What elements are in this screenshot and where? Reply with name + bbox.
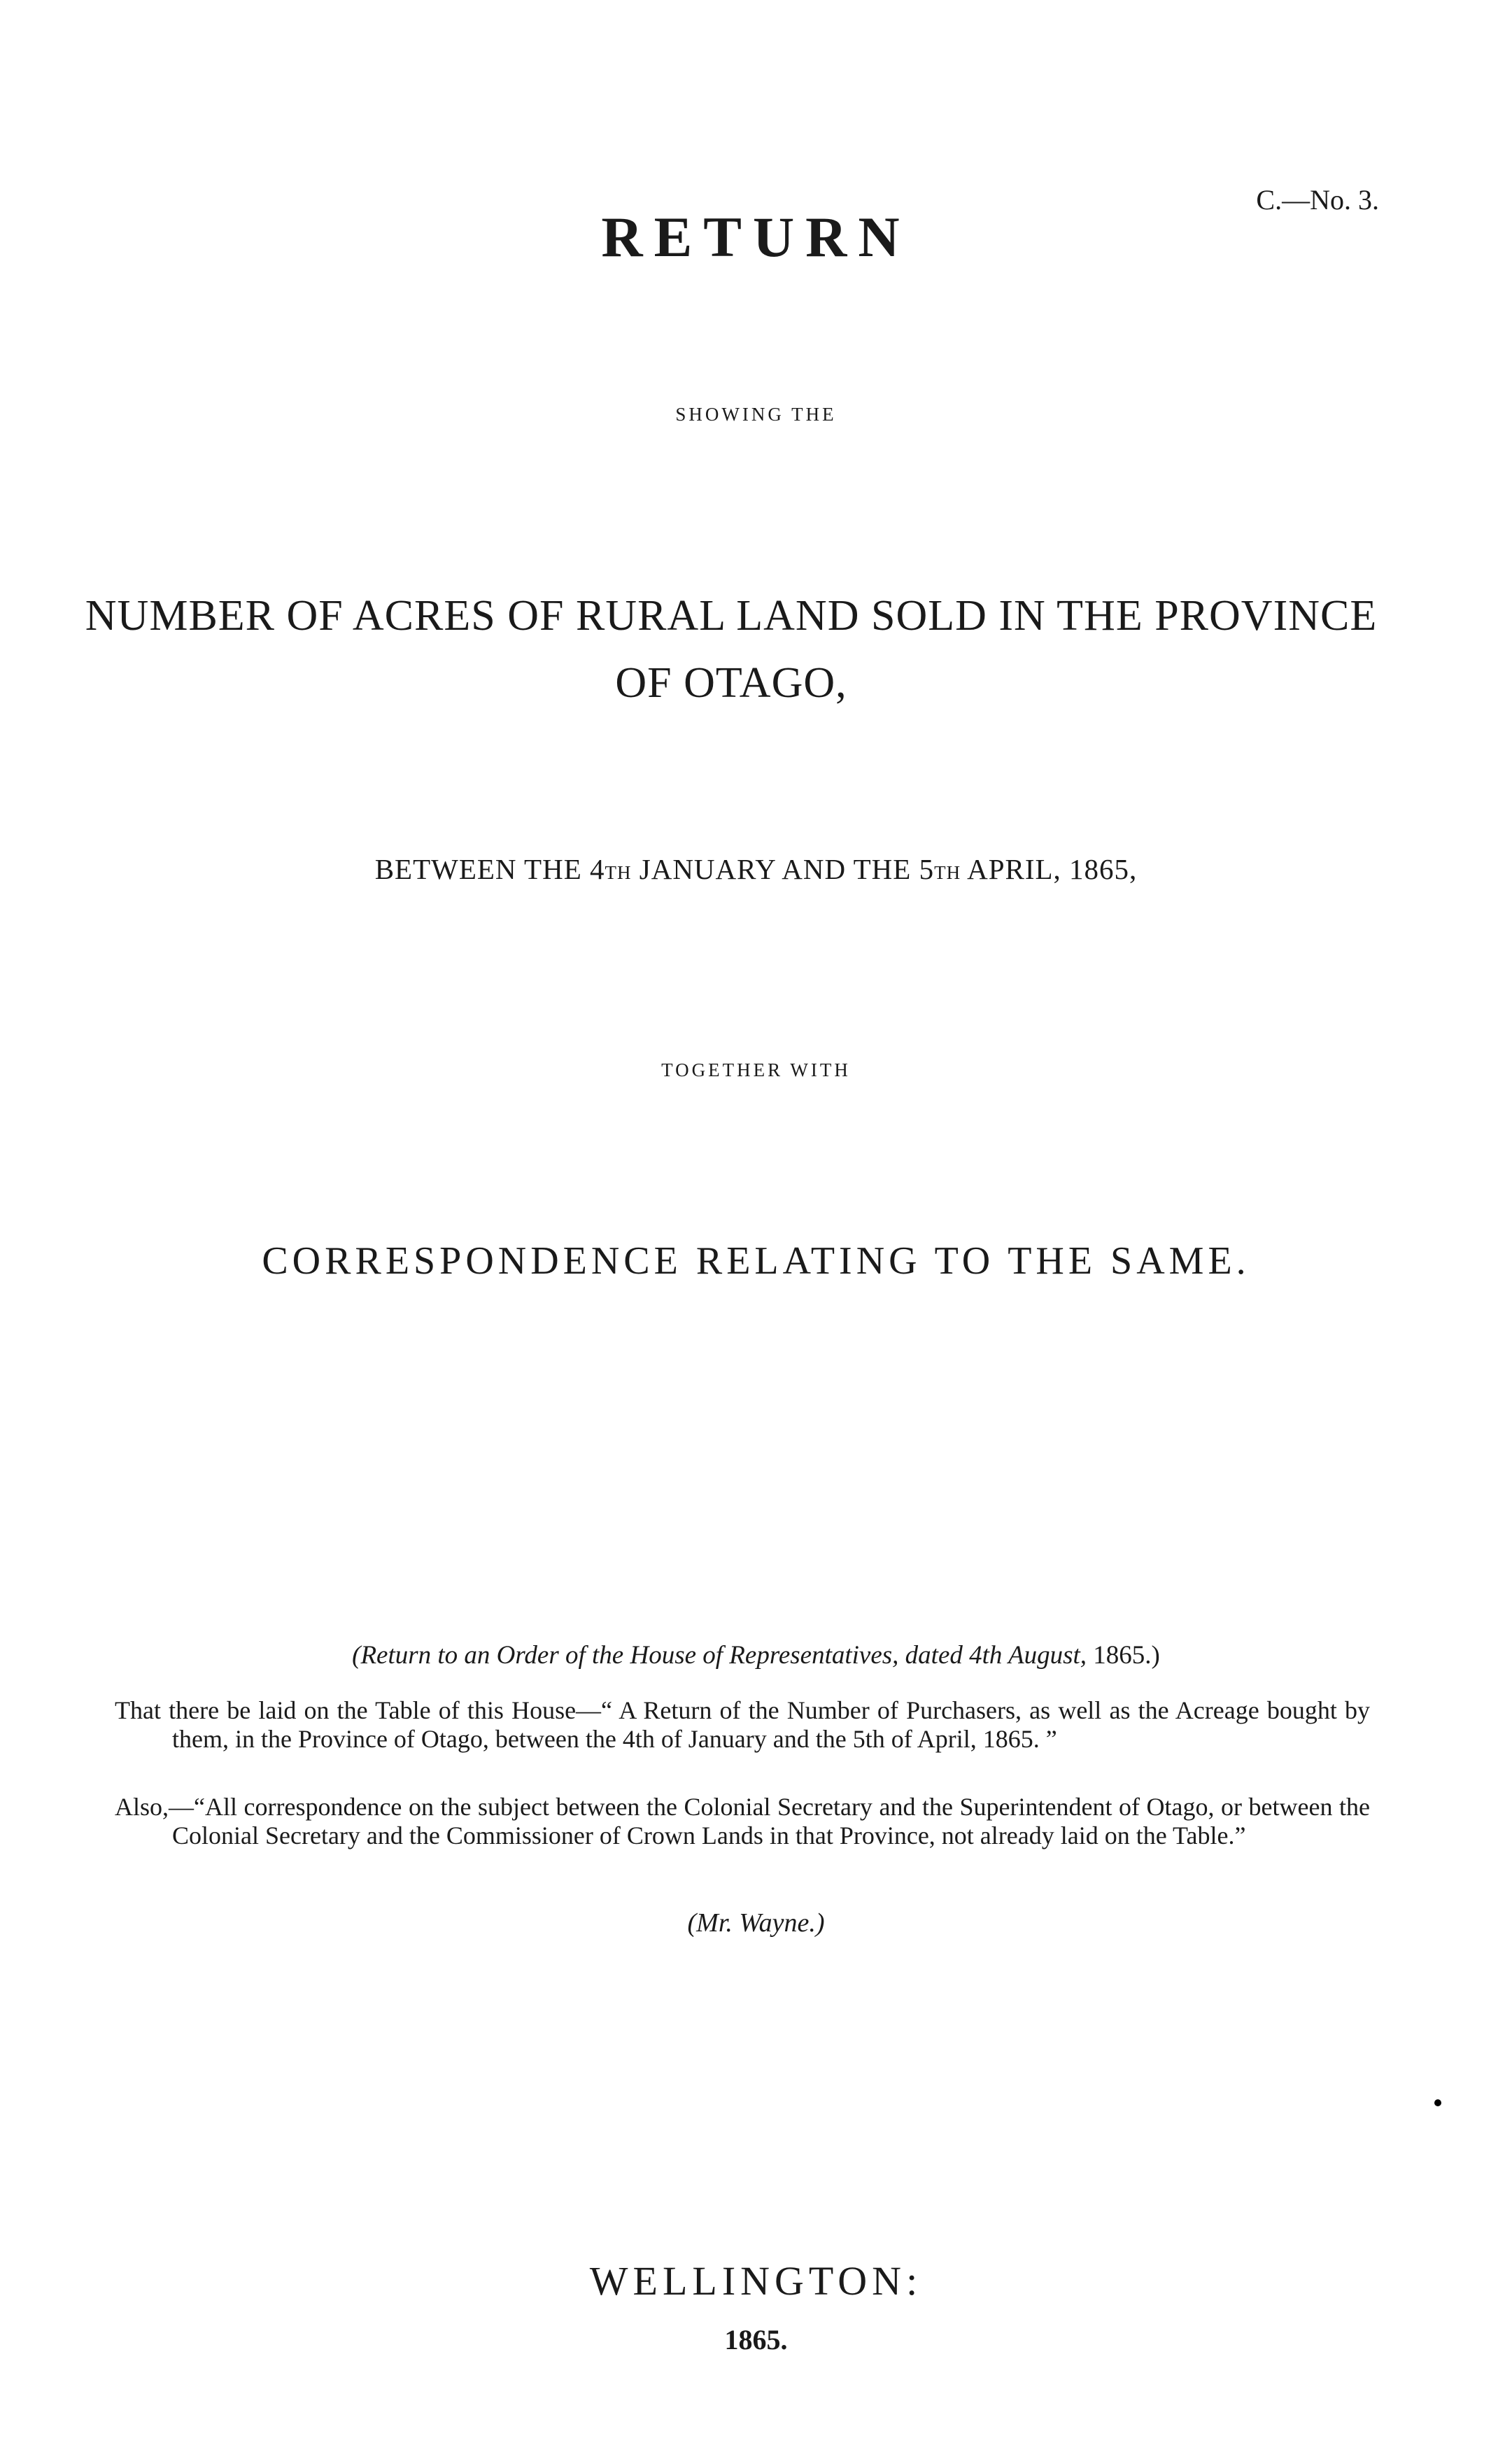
publication-place: WELLINGTON: <box>589 2258 923 2304</box>
date-range-part-1: BETWEEN THE 4 <box>374 853 605 885</box>
date-range-suffix-2: TH <box>934 862 961 883</box>
date-range-part-3: APRIL, 1865, <box>961 853 1138 885</box>
mover-attribution: (Mr. Wayne.) <box>687 1908 825 1938</box>
resolution-paragraph-2 <box>115 1793 1370 1850</box>
together-with-line: TOGETHER WITH <box>661 1059 851 1080</box>
order-text: (Return to an Order of the House of Representatives, dated 4th August, <box>352 1641 1094 1670</box>
date-range-suffix-1: TH <box>605 862 632 883</box>
main-heading-line-1: NUMBER OF ACRES OF RURAL LAND SOLD IN THE PROVINCE <box>85 592 1378 640</box>
date-range-part-2: JANUARY AND THE 5 <box>631 853 935 885</box>
ink-speck <box>1434 2099 1441 2106</box>
publication-year: 1865. <box>724 2324 788 2355</box>
correspondence-heading: CORRESPONDENCE RELATING TO THE SAME. <box>262 1239 1250 1283</box>
page-title: RETURN <box>601 205 911 269</box>
date-range-line <box>0 852 1512 886</box>
order-year: 1865.) <box>1093 1641 1160 1670</box>
main-heading-line-2: OF OTAGO, <box>615 659 847 707</box>
resolution-text-2: Also,—“All correspondence on the subject between the Colonial Secretary and the Superintendent of Otago, or between the Colonial Secretary and the Commissioner of Crown Lands in that Province, not already laid on the Table.” <box>115 1793 1370 1849</box>
resolution-paragraph-1 <box>115 1696 1370 1754</box>
main-heading <box>70 582 1392 717</box>
resolution-text-1: That there be laid on the Table of this House—“ A Return of the Number of Purchasers, as well as the Acreage bought by them, in the Province of Otago, between the 4th of January and the 5th of April, 1865. ” <box>115 1696 1370 1753</box>
order-of-house-line <box>0 1640 1512 1670</box>
showing-the-line: SHOWING THE <box>675 404 837 425</box>
document-reference: C.—No. 3. <box>1256 184 1379 216</box>
